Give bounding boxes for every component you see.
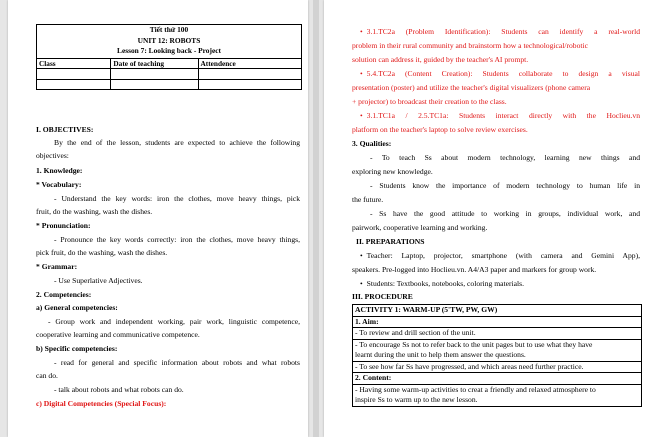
class-table <box>37 58 301 90</box>
table-row <box>37 58 301 69</box>
text-line: pick fruit, do the washing, wash the dishes. <box>36 248 168 257</box>
heading-vocabulary: * Vocabulary: <box>36 180 82 189</box>
text-line: By the end of the lesson, students are expected to achieve the following <box>54 138 300 147</box>
heading-objectives: I. OBJECTIVES: <box>36 125 94 134</box>
text-line: - Ss have the good attitude to working in groups, individual work, and <box>370 209 640 218</box>
digital-competency-item <box>352 111 640 121</box>
text-line: platform on the teacher's laptop to solve review exercises. <box>352 125 528 134</box>
text-line: speakers. Pre-logged into Hoclieu.vn. A4/A3 paper and markers for group work. <box>352 265 597 274</box>
text-line: - Group work and independent working, pair work, linguistic competence, <box>48 317 300 326</box>
text-line: - To encourage Ss not to refer back to the unit pages but to use what they have <box>353 339 641 351</box>
text-line: objectives: <box>36 151 69 160</box>
heading-specific-competencies: b) Specific competencies: <box>36 344 118 353</box>
text-line: learnt during the unit to help them answer the questions. <box>355 350 526 359</box>
text-line: inspire Ss to warm up to the new lesson. <box>355 395 478 404</box>
text-line: 5.4.TC2a (Content Creation): Students collaborate to design a visual <box>366 69 640 78</box>
document-page-left <box>8 0 308 437</box>
text-line: - Having some warm-up activities to creat a friendly and relaxed atmosphere to <box>353 384 641 396</box>
heading-grammar: * Grammar: <box>36 262 78 271</box>
heading-aim: 1. Aim: <box>353 316 641 328</box>
digital-competency-item <box>352 69 640 79</box>
text-line: - Use Superlative Adjectives. <box>54 276 143 285</box>
lesson-header-box <box>36 24 302 90</box>
text-line: exploring new knowledge. <box>352 167 433 176</box>
heading-qualities: 3. Qualities: <box>352 139 392 148</box>
text-line: problem in their rural community and brainstorm how a technological/robotic <box>352 41 588 50</box>
page-gap <box>313 0 319 437</box>
prep-students <box>352 279 648 289</box>
col-attendence: Attendence <box>198 58 301 69</box>
text-line: Students: Textbooks, notebooks, coloring materials. <box>366 279 524 288</box>
heading-digital-competencies: c) Digital Competencies (Special Focus): <box>36 399 167 408</box>
text-line: - read for general and specific information about robots and what robots <box>54 358 300 367</box>
text-line: 3.1.TC2a (Problem Identification): Students can identify a real-world <box>366 27 640 36</box>
digital-competency-item <box>352 27 640 37</box>
text-line: 3.1.TC1a / 2.5.TC1a: Students interact directly with the Hoclieu.vn <box>366 111 640 120</box>
text-line: can do. <box>36 371 58 380</box>
table-row <box>37 79 301 89</box>
text-line: + projector) to broadcast their creation to the class. <box>352 97 507 106</box>
text-line: presentation (poster) and utilize the teacher's digital visualizers (phone camera <box>352 83 591 92</box>
text-line: - To teach Ss about modern technology, learning new things and <box>370 153 640 162</box>
text-line: pairwork, cooperative learning and working. <box>352 223 488 232</box>
col-class: Class <box>37 58 111 69</box>
activity-warmup-box <box>352 304 642 407</box>
document-page-right <box>324 0 650 437</box>
text-line: - Students know the importance of modern technology to human life in <box>370 181 640 190</box>
text-line: Teacher: Laptop, projector, smartphone (with camera and Gemini App), <box>366 251 640 260</box>
heading-knowledge: 1. Knowledge: <box>36 166 83 175</box>
col-date: Date of teaching <box>111 58 198 69</box>
text-line: - Pronounce the key words correctly: iron the clothes, move heavy things, <box>54 235 300 244</box>
text-line: - To review and drill section of the unit. <box>353 327 641 339</box>
heading-content: 2. Content: <box>353 372 641 384</box>
unit-title: UNIT 12: ROBOTS <box>137 35 201 45</box>
text-line: the future. <box>352 195 384 204</box>
table-row <box>37 69 301 80</box>
text-line: - To see how far Ss have progressed, and which areas need further practice. <box>353 361 641 373</box>
heading-procedure: III. PROCEDURE <box>352 292 413 301</box>
heading-preparations: II. PREPARATIONS <box>356 237 425 246</box>
text-line: - Understand the key words: iron the clothes, move heavy things, pick <box>54 194 300 203</box>
prep-teacher <box>352 251 640 261</box>
period-number: Tiết thứ 100 <box>149 25 189 34</box>
text-line: cooperative learning and communicative competence. <box>36 330 200 339</box>
heading-pronunciation: * Pronunciation: <box>36 221 91 230</box>
text-line: - talk about robots and what robots can do. <box>54 385 184 394</box>
heading-competencies: 2. Competencies: <box>36 290 92 299</box>
heading-general-competencies: a) General competencies: <box>36 303 118 312</box>
lesson-title: Lesson 7: Looking back - Project <box>117 46 221 55</box>
text-line: solution can address it, guided by the teacher's AI prompt. <box>352 55 529 64</box>
text-line: fruit, do the washing, wash the dishes. <box>36 207 153 216</box>
activity-title: ACTIVITY 1: WARM-UP (5'TW, PW, GW) <box>355 305 498 314</box>
